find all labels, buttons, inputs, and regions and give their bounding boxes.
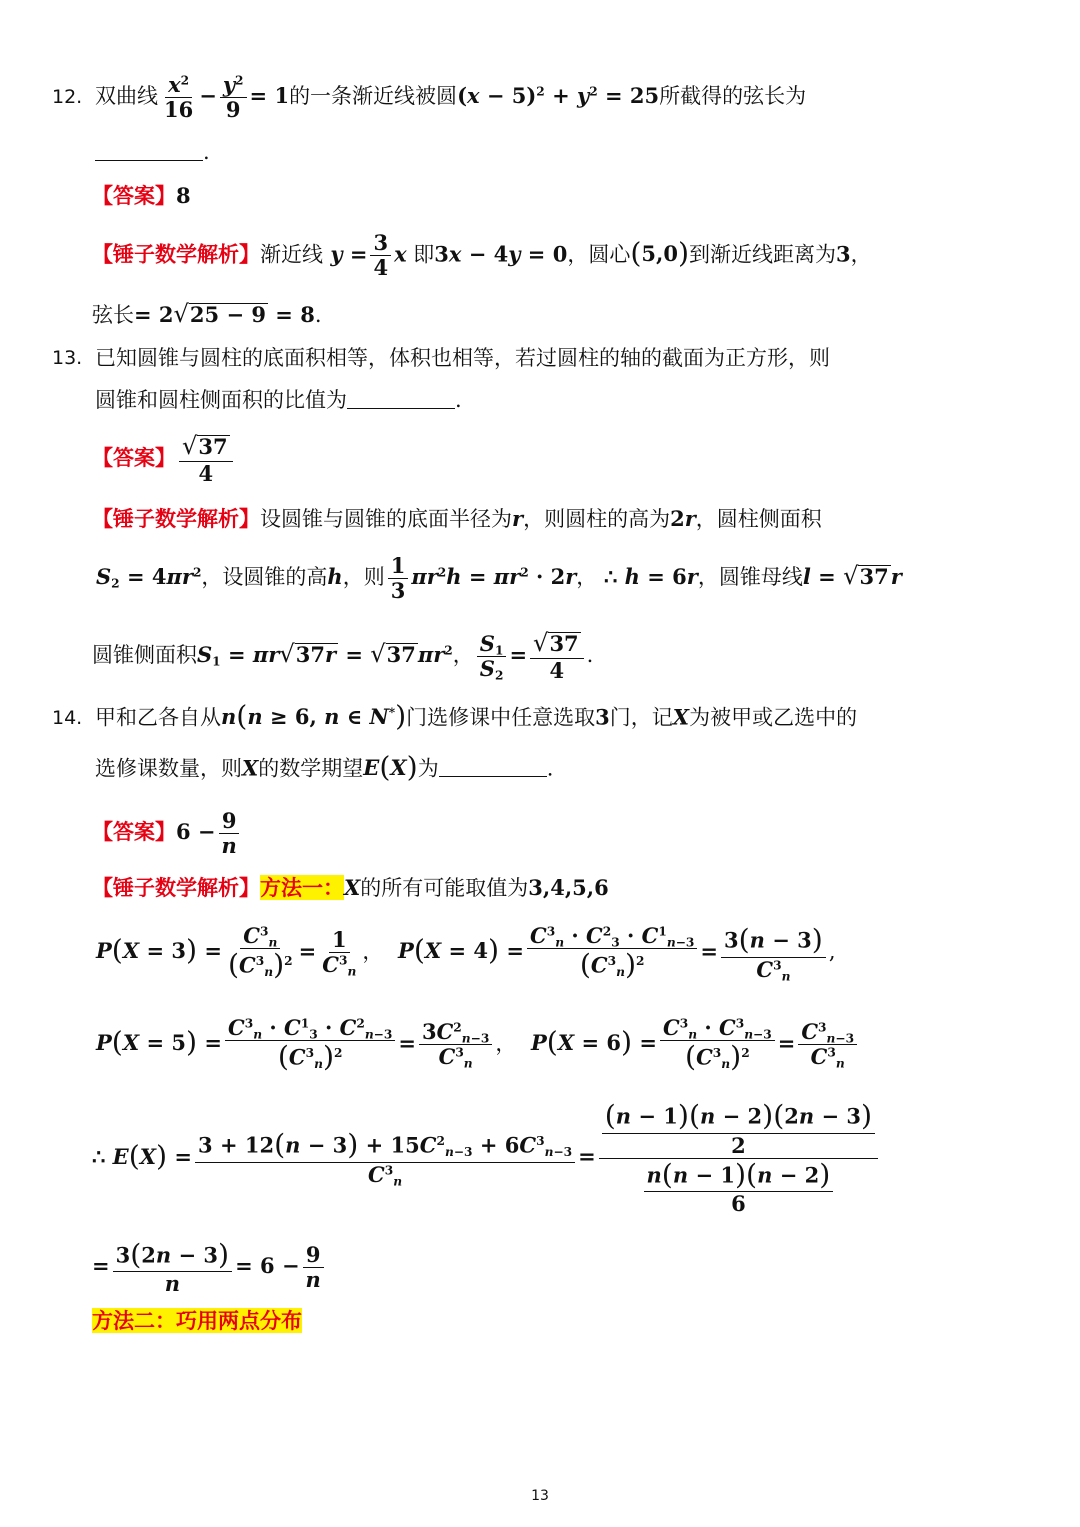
expectation-line: ∴ E(X) = $\frac{3 + 12(n - 3) + 15C^2_{n-3} + 6C^3_{n-3}}{C^3_n}$ = $\frac{\frac{(n - 1)(n - 2)(2n - 3)}{2}}{\frac{n(n - 1)(n - 2)}{6}}$ xyxy=(92,1100,881,1216)
expectation-result: = $\frac{3(2n - 3)}{n}$ = 6 − $\frac{9}{n}$ xyxy=(92,1238,327,1296)
prob-x5-x6: P(X = 5) = $\frac{C^3_n \cdot C^1_3 \cdot C^2_{n-3}}{(C^3_n)^2}$ = $\frac{3C^2_{n-3}}{C^3_n}$ ， P(X = 6) = $\frac{C^3_n \cdot C^3_{n-3}}{(C^3_n)^2}$ = $\frac{C^3_{n-3}}{C^3_n}$ xyxy=(96,1008,860,1078)
answer-blank xyxy=(95,160,203,161)
fraction-compound: $\frac{\frac{(n - 1)(n - 2)(2n - 3)}{2}}{\frac{n(n - 1)(n - 2)}{6}}$ xyxy=(599,1100,878,1216)
fraction-S1-S2: $\frac{S_1}{S_2}$ xyxy=(477,632,507,681)
q12-text-a: 双曲线 xyxy=(95,84,158,108)
fraction-sqrt37-4: $\frac{√37}{4}$ xyxy=(179,433,233,486)
fraction-p5-simplified: $\frac{3C^2_{n-3}}{C^3_n}$ xyxy=(419,1020,492,1069)
q12-analysis-line2: 弦长= 2√25 − 9 = 8. xyxy=(92,300,322,328)
answer-blank xyxy=(347,408,455,409)
q14-stem-line2: 选修课数量，则X的数学期望E(X)为 . xyxy=(95,751,554,784)
q12-text-b: 的一条渐近线被圆 xyxy=(289,84,458,108)
prob-x3-x4: P(X = 3) = $\frac{C^3_n}{(C^3_n)^2}$ = $\frac{1}{C^3_n}$ ， P(X = 4) = $\frac{C^3_n \cdot C^2_3 \cdot C^1_{n-3}}{(C^3_n)^2}$ = $\frac{3(n - 3)}{C^3_n}$ , xyxy=(96,922,836,984)
circle-equation: $(x - 5)^2 + y^2 = 25$ xyxy=(457,83,660,108)
analysis-label: 【锤子数学解析】 xyxy=(92,506,260,531)
fraction-1-cn3: $\frac{1}{C^3_n}$ xyxy=(322,927,357,979)
fraction-p6-simplified: $\frac{C^3_{n-3}}{C^3_n}$ xyxy=(798,1020,857,1069)
q12-answer-value: 8 xyxy=(176,183,191,208)
q13-stem-line1: 已知圆锥与圆柱的底面积相等，体积也相等，若过圆柱的轴的截面为正方形，则 xyxy=(95,346,830,370)
method-one-highlight: 方法一： xyxy=(260,875,344,900)
q12-text-c: 所截得的弦长为 xyxy=(659,84,807,108)
fraction-y2-9: $\frac{y^2}{9}$ xyxy=(220,73,247,122)
fraction-3-4: $\frac{3}{4}$ xyxy=(370,231,391,280)
fraction-9-n: $\frac{9}{n}$ xyxy=(303,1243,324,1292)
q13-analysis-line3: 圆锥侧面积$S_1 = \pi r√37r = √37\pi r^2$， $\frac{S_1}{S_2}$ = $\frac{√37}{4}$ . xyxy=(92,629,594,683)
fraction-x2-16: $\frac{x^2}{16}$ xyxy=(164,71,194,122)
fraction-1-3: $\frac{1}{3}$ xyxy=(388,554,409,603)
q13-stem-line2: 圆锥和圆柱侧面积的比值为 . xyxy=(95,388,462,412)
q13-analysis-line2: $S_2 = 4\pi r^2$，设圆锥的高h，则 $\frac{1}{3}$ $\pi r^2h = \pi r^2 \cdot 2r$， ∴ h = 6r，圆锥母线l = √37r xyxy=(96,552,902,603)
question-number-14: 14. xyxy=(52,707,83,729)
analysis-label: 【锤子数学解析】 xyxy=(92,875,260,900)
fraction-p4-simplified: $\frac{3(n - 3)}{C^3_n}$ xyxy=(721,924,826,982)
fraction-expectation: $\frac{3 + 12(n - 3) + 15C^2_{n-3} + 6C^3_{n-3}}{C^3_n}$ xyxy=(195,1129,575,1187)
q13-answer xyxy=(92,430,236,486)
q12-answer-blank-line: . xyxy=(95,138,210,166)
q12-stem: 双曲线 $\frac{x^2}{16}$ − $\frac{y^2}{9}$ = 1的一条渐近线被圆$(x - 5)^2 + y^2 = 25$所截得的弦长为 xyxy=(95,71,807,122)
q14-method1-line: 【锤子数学解析】方法一：X的所有可能取值为3,4,5,6 xyxy=(92,875,609,900)
fraction-9-n: $\frac{9}{n}$ xyxy=(219,809,240,858)
answer-label: 【答案】 xyxy=(92,183,176,208)
answer-label: 【答案】 xyxy=(92,819,176,844)
answer-label: 【答案】 xyxy=(92,445,176,470)
q14-answer: 【答案】6 − $\frac{9}{n}$ xyxy=(92,804,243,860)
fraction-p4: $\frac{C^3_n \cdot C^2_3 \cdot C^1_{n-3}}{(C^3_n)^2}$ xyxy=(527,924,697,982)
fraction-p3: $\frac{C^3_n}{(C^3_n)^2}$ xyxy=(227,922,293,982)
q12-analysis-line1: 【锤子数学解析】渐近线 y = $\frac{3}{4}$ x 即3x − 4y = 0，圆心(5,0)到渐近线距离为3， xyxy=(92,230,872,281)
q14-stem-line1: 甲和乙各自从n(n ≥ 6, n ∈ N*)门选修课中任意选取3门，记X为被甲或乙选中的 xyxy=(95,700,858,733)
fraction-p6: $\frac{C^3_n \cdot C^3_{n-3}}{(C^3_n)^2}$ xyxy=(660,1016,775,1074)
fraction-p5: $\frac{C^3_n \cdot C^1_3 \cdot C^2_{n-3}}{(C^3_n)^2}$ xyxy=(225,1016,395,1074)
analysis-label: 【锤子数学解析】 xyxy=(92,241,260,267)
fraction-sqrt37-4: $\frac{√37}{4}$ xyxy=(530,630,584,683)
question-number-12: 12. xyxy=(52,86,83,108)
q13-analysis-line1: 【锤子数学解析】设圆锥与圆锥的底面半径为r，则圆柱的高为2r，圆柱侧面积 xyxy=(92,506,822,531)
fraction-result: $\frac{3(2n - 3)}{n}$ xyxy=(113,1239,233,1297)
question-number-13: 13. xyxy=(52,347,83,369)
q14-method2-line xyxy=(92,1307,302,1335)
answer-blank xyxy=(439,776,547,777)
method-two-highlight: 方法二：巧用两点分布 xyxy=(92,1308,302,1333)
q12-answer xyxy=(92,182,191,210)
page-number: 13 xyxy=(531,1488,549,1504)
